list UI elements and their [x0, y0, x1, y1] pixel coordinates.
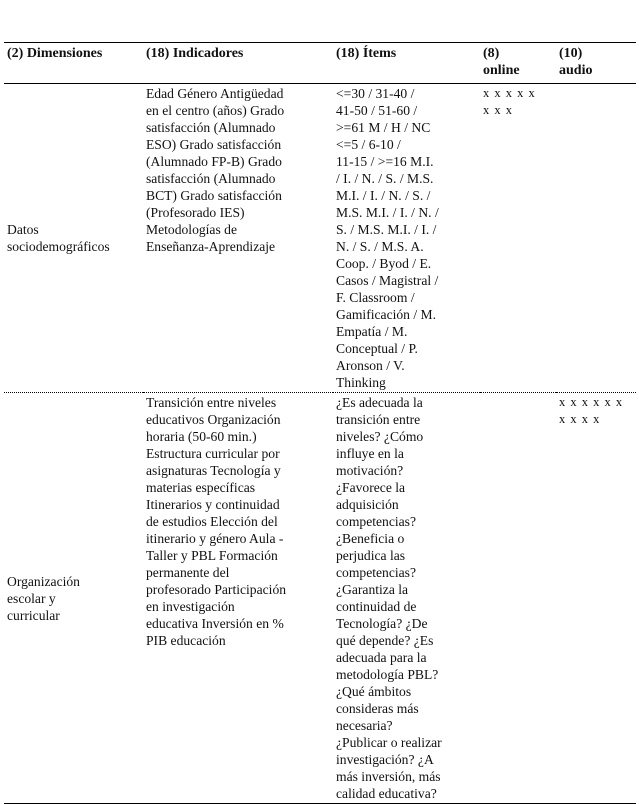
- table-row: [4, 84, 636, 393]
- header-row: [4, 43, 636, 84]
- header-audio: (10) audio: [559, 46, 593, 78]
- header-indicadores: (18) Indicadores: [146, 46, 244, 61]
- online-cell: [480, 393, 556, 804]
- header-online: (8) online: [483, 46, 520, 78]
- dimensions-table: [4, 42, 636, 804]
- dimension-cell: Organización escolar y curricular: [7, 573, 80, 623]
- indicadores-cell: Edad Género Antigüedad en el centro (años) Grado satisfacción (Alumnado ESO) Grado satisfacción (Alumnado FP-B) Grado satisfacción (Alumnado BCT) Grado satisfacción (Profesorado IES) Metodologías de Enseñanza-Aprendizaje: [146, 86, 285, 254]
- dimension-cell: Datos sociodemográficos: [7, 222, 110, 254]
- indicadores-cell: Transición entre niveles educativos Organización horaria (50-60 min.) Estructura curricular por asignaturas Tecnología y materias específicas Itinerarios y continuidad de estudios Elección del itinerario y género Aula - Taller y PBL Formación permanente del profesorado Participación en investigación educativa Inversión en % PIB educación: [146, 395, 287, 648]
- items-cell: ¿Es adecuada la transición entre niveles? ¿Cómo influye en la motivación? ¿Favorece la adquisición competencias? ¿Beneficia o perjudica las competencias? ¿Garantiza la continuidad de Tecnología? ¿De qué depende? ¿Es adecuada para la metodología PBL? ¿Qué ámbitos consideras más necesaria? ¿Publicar o realizar investigación? ¿A más inversión, más calidad educativa?: [336, 395, 442, 801]
- header-items: (18) Ítems: [336, 46, 397, 61]
- table-row: [4, 393, 636, 804]
- items-cell: <=30 / 31-40 / 41-50 / 51-60 / >=61 M / H / NC <=5 / 6-10 / 11-15 / >=16 M.I. / I. / N. / S. / M.S. M.I. / I. / N. / S. / M.S. M.I. / I. / N. / S. / M.S. M.I. / I. / N. / S. / M.S. A. Coop. / Byod / E. Casos / Magistral / F. Classroom / Gamificación / M. Empatía / M. Conceptual / P. Aronson / V. Thinking: [336, 86, 439, 390]
- audio-cell: x x x x x x x x x x: [559, 395, 624, 426]
- online-cell: x x x x x x x x: [483, 86, 536, 117]
- audio-cell: [556, 84, 636, 393]
- header-dimensiones: (2) Dimensiones: [7, 46, 103, 61]
